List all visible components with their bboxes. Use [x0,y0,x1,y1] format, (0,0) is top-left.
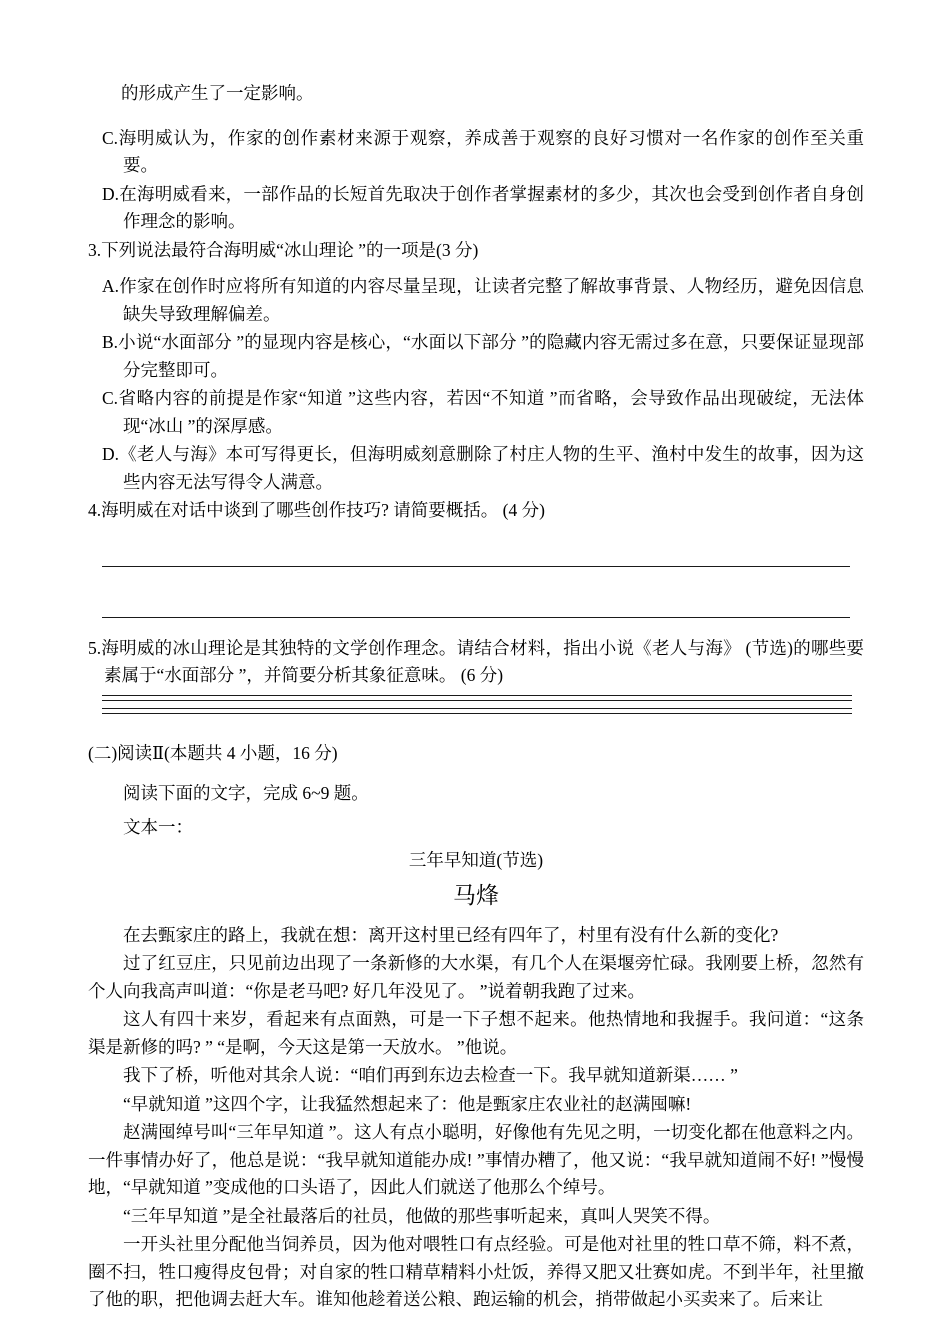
question-5-answer-area [102,695,864,714]
text-one-label: 文本一： [123,816,193,837]
question-3-stem: 3.下列说法最符合海明威“冰山理论 ”的一项是(3 分) [88,239,479,260]
passage-paragraph-4: 我下了桥，听他对其余人说：“咱们再到东边去检查一下。我早就知道新渠…… ” [123,1065,738,1085]
question-3-option-c: C.省略内容的前提是作家“知道 ”这些内容，若因“不知道 ”而省略，会导致作品出现破绽，无法体现“冰山 ”的深厚感。 [102,388,864,436]
question-5-stem: 5.海明威的冰山理论是其独特的文学创作理念。请结合材料，指出小说《老人与海》 (节选)的哪些要素属于“水面部分 ”，并简要分析其象征意味。 (6 分) [88,637,864,685]
answer-double-line [102,708,852,714]
question-2-option-c: C.海明威认为，作家的创作素材来源于观察，养成善于观察的良好习惯对一名作家的创作至关重要。 [102,127,864,175]
question-4-answer-area [102,539,864,618]
passage-paragraph-6: 赵满囤绰号叫“三年早知道 ”。这人有点小聪明，好像他有先见之明，一切变化都在他意料之内。一件事情办好了，他总是说：“我早就知道能办成! ”事情办糟了，他又说：“我早就知道闹不好! ”慢慢地，“早就知道 ”变成他的口头语了，因此人们就送了他那么个绰号。 [88,1122,864,1197]
passage-title: 三年早知道(节选) [408,850,544,870]
question-4-stem: 4.海明威在对话中谈到了哪些创作技巧? 请简要概括。 (4 分) [88,500,545,520]
question-2-option-d: D.在海明威看来，一部作品的长短首先取决于创作者掌握素材的多少，其次也会受到创作者自身创作理念的影响。 [102,183,864,231]
passage-paragraph-8: 一开头社里分配他当饲养员，因为他对喂牲口有点经验。可是他对社里的牲口草不筛，料不煮，圈不扫，牲口瘦得皮包骨；对自家的牲口精草精料小灶饭，养得又肥又壮赛如虎。不到半年，社里撤了他的职，把他调去赶大车。谁知他趁着送公粮、跑运输的机会，捎带做起小买卖来了。后来让 [88,1234,864,1309]
passage-paragraph-3: 这人有四十来岁，看起来有点面熟，可是一下子想不起来。他热情地和我握手。我问道：“这条渠是新修的吗? ” “是啊，今天这是第一天放水。 ”他说。 [88,1009,864,1057]
passage-paragraph-2: 过了红豆庄，只见前边出现了一条新修的大水渠，有几个人在渠堰旁忙碌。我刚要上桥，忽然有个人向我高声叫道：“你是老马吧? 好几年没见了。 ”说着朝我跑了过来。 [88,953,864,1001]
question-3-option-d: D.《老人与海》本可写得更长，但海明威刻意删除了村庄人物的生平、渔村中发生的故事，因为这些内容无法写得令人满意。 [102,444,864,492]
passage-paragraph-7: “三年早知道 ”是全社最落后的社员，他做的那些事听起来，真叫人哭笑不得。 [123,1205,721,1226]
question-3-option-a: A.作家在创作时应将所有知道的内容尽量呈现，让读者完整了解故事背景、人物经历，避免因信息缺失导致理解偏差。 [102,276,864,324]
option-continuation-line: 的形成产生了一定影响。 [121,83,314,103]
answer-line [102,539,850,567]
section-2-heading: (二)阅读Ⅱ(本题共 4 小题，16 分) [88,742,338,763]
passage-paragraph-5: “早就知道 ”这四个字，让我猛然想起来了：他是甄家庄农业社的赵满囤嘛! [123,1093,692,1114]
passage-paragraph-1: 在去甄家庄的路上，我就在想：离开这村里已经有四年了，村里有没有什么新的变化? [123,924,779,945]
question-3-option-b: B.小说“水面部分 ”的显现内容是核心，“水面以下部分 ”的隐藏内容无需过多在意，只要保证显现部分完整即可。 [102,332,864,380]
answer-line [102,567,850,618]
passage-author: 马烽 [453,882,499,908]
reading-instruction: 阅读下面的文字，完成 6~9 题。 [123,783,369,803]
answer-double-line [102,695,852,701]
